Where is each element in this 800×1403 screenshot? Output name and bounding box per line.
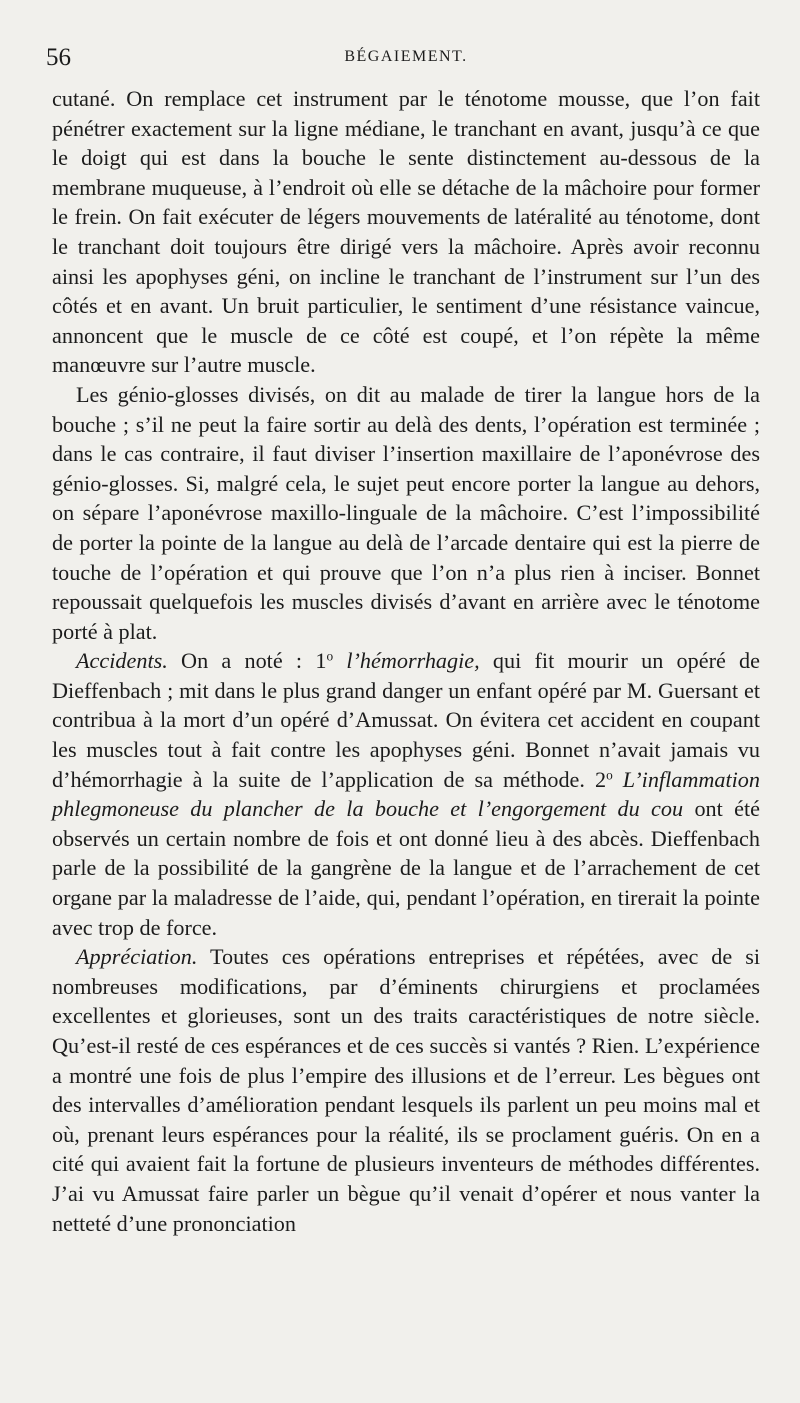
appreciation-text: Toutes ces opérations entreprises et répétées, avec de si nombreuses modifications, par d’éminents chirurgiens et proclamées excellentes et glorieuses, sont un des traits caractéristiques de notre siècle. Qu’est-il resté de ces espérances et de ces succès si vantés ? Rien. L’expérience a montré une fois de plus l’empire des illusions et de l’erreur. Les bègues ont des intervalles d’amélioration pendant lesquels ils parlent un peu moins mal et où, prenant leurs espérances pour la réalité, ils se proclament guéris. On en a cité qui avaient fait la fortune de plusieurs inventeurs de méthodes différentes. J’ai vu Amussat faire parler un bègue qu’il venait d’opérer et nous vanter la netteté d’une prononciation (52, 944, 760, 1236)
ordinal-mark-2: o (606, 767, 613, 783)
body-text (52, 84, 760, 1238)
enumeration-2: 2 (594, 766, 607, 792)
paragraph-2: Les génio-glosses divisés, on dit au malade de tirer la langue hors de la bouche ; s’il ne peut la faire sortir au delà des dents, l’opération est terminée ; dans le cas contraire, il faut diviser l’insertion maxillaire de l’aponévrose des génio-glosses. Si, malgré cela, le sujet peut encore porter la langue au dehors, on sépare l’aponévrose maxillo-linguale de la mâchoire. C’est l’impossibilité de porter la pointe de la langue au delà de l’arcade dentaire qui est la pierre de touche de l’opération et qui prouve que l’on n’a plus rien à inciser. Bonnet repoussait quelquefois les muscles divisés d’avant en arrière avec le ténotome porté à plat. (52, 381, 760, 644)
accidents-text-end: ont été observés un certain nombre de fois et ont donné lieu à des abcès. Dieffenbach parle de la possibilité de la gangrène de la langue et de l’arrachement de cet organe par la maladresse de l’aide, qui, pendant l’opération, en tirerait la pointe avec trop de force. (52, 796, 760, 940)
paragraph-appreciation (52, 942, 760, 1238)
ordinal-mark-1: o (326, 648, 334, 664)
enumeration-1: 1 (315, 648, 327, 674)
term-hemorrhagie: l’hémorrhagie, (333, 648, 480, 674)
section-heading-appreciation: Appréciation. (76, 944, 198, 970)
accidents-text-middle: qui fit mourir un opéré de Dieffenbach ; mit dans le plus grand danger un enfant opéré par M. Guersant et contribua à la mort d’un opéré d’Amussat. On évitera cet accident en coupant les muscles tout à fait contre les apophyses géni. Bonnet n’avait jamais vu d’hémorrhagie à la suite de l’application de sa méthode. (52, 648, 760, 792)
paragraph-accidents (52, 646, 760, 942)
running-title: BÉGAIEMENT. (344, 48, 468, 65)
page-header (46, 38, 760, 84)
accidents-text-intro: On a noté : (167, 648, 316, 674)
paragraph-1: cutané. On remplace cet instrument par le ténotome mousse, que l’on fait pénétrer exactement sur la ligne médiane, le tranchant en avant, jusqu’à ce que le doigt qui est dans la bouche le sente distinctement au-dessous de la membrane muqueuse, à l’endroit où elle se détache de la mâchoire pour former le frein. On fait exécuter de légers mouvements de latéralité au ténotome, dont le tranchant doit toujours être dirigé vers la mâchoire. Après avoir reconnu ainsi les apophyses géni, on incline le tranchant de l’instrument sur l’un des côtés et en avant. Un bruit particulier, le sentiment d’une résistance vaincue, annoncent que le muscle de ce côté est coupé, et l’on répète la même manœuvre sur l’autre muscle. (52, 86, 760, 378)
page-number: 56 (46, 44, 71, 71)
section-heading-accidents: Accidents. (76, 648, 168, 674)
term-inflammation: L’inflammation phlegmoneuse du plancher de la bouche et l’engorgement du cou (52, 766, 760, 822)
